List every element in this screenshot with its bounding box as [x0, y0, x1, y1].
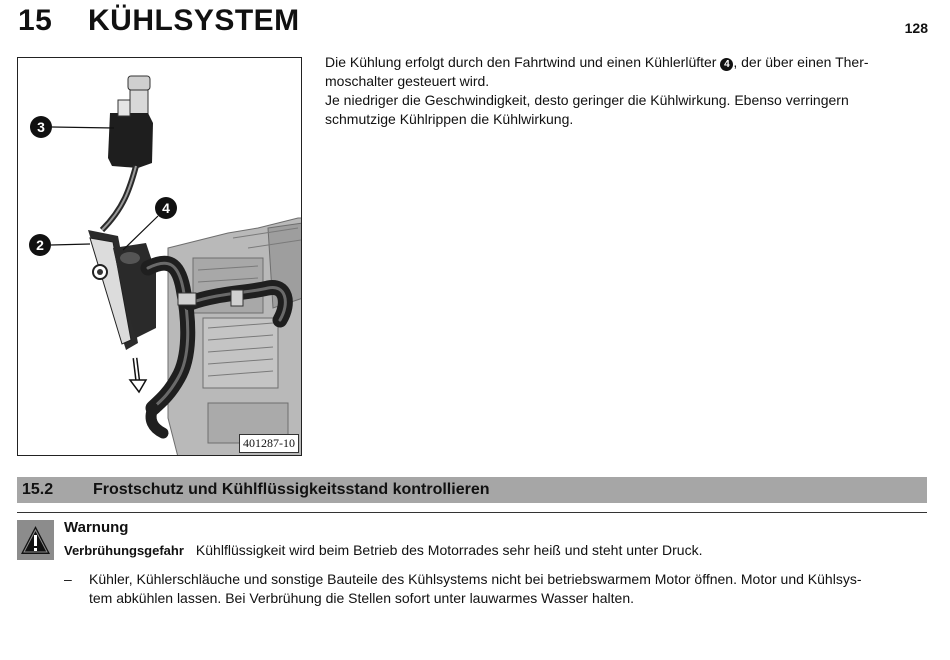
list-dash: – — [64, 571, 72, 587]
instruction-line-1: Kühler, Kühlerschläuche und sonstige Bauteile des Kühlsystems nicht bei betriebswarmem Motor öffnen. Motor und Kühlsys- — [89, 571, 862, 587]
cooling-system-figure — [17, 57, 302, 456]
chapter-header — [18, 4, 928, 44]
expansion-tank — [108, 76, 153, 168]
drain-arrow — [130, 358, 146, 392]
callout-4-inline: 4 — [720, 58, 733, 71]
intro-line-1 — [325, 53, 915, 72]
callout-3: 3 — [37, 119, 45, 135]
intro-line-4: schmutzige Kühlrippen die Kühlwirkung. — [325, 111, 574, 127]
cooling-system-illustration — [18, 58, 302, 456]
figure-id: 401287-10 — [239, 434, 299, 453]
callout-2: 2 — [36, 237, 44, 253]
chapter-number: 15 — [18, 4, 53, 37]
warning-triangle-icon — [17, 520, 54, 560]
chapter-title: KÜHLSYSTEM — [88, 4, 300, 37]
section-number: 15.2 — [22, 481, 54, 498]
intro-line-3: Je niedriger die Geschwindigkeit, desto geringer die Kühlwirkung. Ebenso verringern — [325, 92, 849, 108]
warning-text: Kühlflüssigkeit wird beim Betrieb des Motorrades sehr heiß und steht unter Druck. — [195, 542, 703, 558]
warning-heading: Warnung — [64, 519, 129, 536]
section-heading — [17, 477, 927, 503]
instruction-text — [89, 570, 919, 608]
section-title: Frostschutz und Kühlflüssigkeitsstand kontrollieren — [93, 481, 490, 498]
instruction-line-2: tem abkühlen lassen. Bei Verbrühung die Stellen sofort unter lauwarmes Wasser halten. — [89, 590, 635, 606]
intro-line-2: moschalter gesteuert wird. — [325, 73, 490, 89]
warning-row — [64, 542, 703, 558]
section-divider — [17, 512, 927, 513]
intro-text — [325, 53, 915, 129]
intro-line-1-text: Die Kühlung erfolgt durch den Fahrtwind und einen Kühlerlüfter — [325, 54, 717, 70]
page-number: 128 — [904, 20, 928, 36]
intro-line-1-end: , der über einen Ther- — [733, 54, 869, 70]
callout-4: 4 — [162, 200, 170, 216]
warning-label: Verbrühungsgefahr — [64, 543, 184, 558]
